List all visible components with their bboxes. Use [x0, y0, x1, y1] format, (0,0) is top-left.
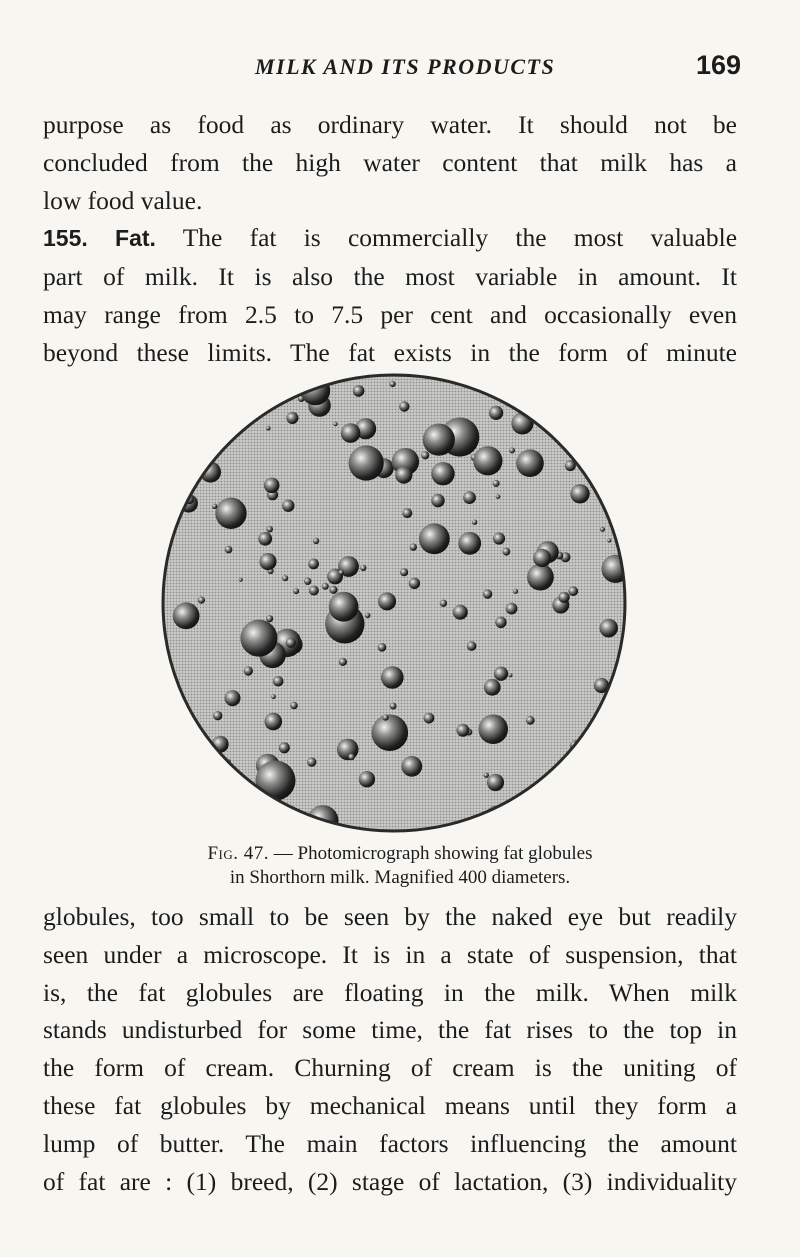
fat-globule: [185, 793, 197, 805]
fat-globule: [533, 549, 551, 567]
fat-globule: [549, 780, 558, 789]
text-line: these fat globules by mechanical means until they form a: [43, 1090, 737, 1120]
fat-globule: [511, 412, 533, 434]
text-line: purpose as food as ordinary water. It should not be: [43, 110, 737, 139]
paragraph-water: [43, 106, 737, 372]
fat-globule: [495, 617, 506, 628]
fat-globule: [600, 527, 605, 532]
fat-globule: [349, 445, 384, 480]
fat-globule: [494, 667, 508, 681]
fat-globule: [390, 381, 396, 387]
fat-globule: [329, 592, 359, 622]
fat-globule: [483, 589, 492, 598]
section-title: Fat.: [115, 225, 156, 252]
fat-globule: [290, 702, 298, 710]
fat-globule: [596, 727, 600, 731]
text-line: beyond these limits. The fat exists in the form of minute: [43, 337, 737, 367]
fat-globule: [527, 564, 554, 591]
text-line: is, the fat globules are floating in the milk. When milk: [43, 977, 737, 1007]
fat-globule: [300, 376, 330, 406]
fat-globule: [423, 424, 455, 456]
fat-globule: [390, 703, 397, 710]
fat-globule: [409, 578, 420, 589]
fat-globule: [322, 583, 329, 590]
text-line: the form of cream. Churning of cream is the uniting of: [43, 1053, 737, 1083]
fat-globule: [259, 553, 276, 570]
fat-globule: [487, 774, 504, 791]
fat-globule: [173, 602, 200, 629]
fat-globule: [185, 812, 196, 823]
fat-globule: [568, 586, 578, 596]
fat-globule: [339, 570, 344, 575]
fat-globule: [402, 508, 412, 518]
text-line: seen under a microscope. It is in a state of suspension, that: [43, 939, 737, 969]
fat-globule: [353, 385, 365, 397]
fat-globule: [509, 447, 515, 453]
fat-globule: [365, 613, 371, 619]
fat-globule: [570, 484, 589, 503]
fat-globule: [590, 407, 598, 415]
fat-globule: [165, 803, 195, 833]
running-head: MILK AND ITS PRODUCTS: [255, 54, 556, 79]
fat-globule: [341, 423, 361, 443]
fat-globule: [282, 575, 288, 581]
fat-globule: [526, 716, 535, 725]
fat-globule: [258, 532, 272, 546]
fat-globule: [440, 600, 447, 607]
fat-globule: [419, 523, 450, 554]
fat-globule: [239, 578, 243, 582]
fat-globule: [372, 714, 409, 751]
fat-globule: [502, 548, 510, 556]
fat-globule: [431, 494, 444, 507]
fat-globule: [213, 711, 222, 720]
fat-globule: [456, 724, 469, 737]
fat-globule: [513, 589, 518, 594]
fat-globule: [484, 773, 489, 778]
fat-globule: [329, 586, 337, 594]
fat-globule: [463, 491, 476, 504]
fat-globule: [264, 478, 280, 494]
fat-globule: [458, 532, 481, 555]
fat-globule: [594, 413, 602, 421]
fat-globule: [212, 504, 217, 509]
fat-globule: [383, 715, 389, 721]
text-line: may range from 2.5 to 7.5 per cent and occasionally even: [43, 299, 737, 329]
fat-globule: [410, 543, 417, 550]
fat-globule: [293, 588, 299, 594]
fat-globule: [598, 788, 603, 793]
fat-globule: [421, 451, 429, 459]
fat-globule: [400, 568, 408, 576]
fat-globule: [266, 426, 271, 431]
page-number: 169: [696, 50, 742, 80]
fat-globule: [573, 433, 580, 440]
fat-globule: [467, 641, 477, 651]
fat-globule: [401, 756, 422, 777]
fat-globule: [286, 412, 298, 424]
caption-line: [0, 842, 800, 866]
fat-globule: [309, 586, 319, 596]
text-line: low food value.: [43, 185, 203, 215]
fat-globule: [484, 679, 501, 696]
fat-globule: [308, 559, 319, 570]
fat-globule: [473, 446, 502, 475]
text-line: stands undisturbed for some time, the fat rises to the top in: [43, 1015, 737, 1045]
fat-globule: [225, 690, 241, 706]
fat-globule: [244, 666, 253, 675]
fat-globule: [516, 449, 544, 477]
fat-globule: [360, 565, 366, 571]
fat-globule: [265, 713, 283, 731]
fat-globule: [286, 638, 296, 648]
fat-globule: [266, 526, 273, 533]
fat-globule: [255, 380, 264, 389]
fat-globule: [201, 753, 212, 764]
fat-globule: [198, 597, 205, 604]
fat-globule: [506, 603, 518, 615]
fat-globule: [472, 520, 477, 525]
fat-globule: [282, 500, 294, 512]
fat-globule: [609, 707, 614, 712]
fat-globule: [424, 713, 435, 724]
fat-globule: [304, 578, 311, 585]
fat-globule: [266, 615, 273, 622]
fat-globule: [237, 379, 245, 387]
fat-globule: [215, 498, 246, 529]
fat-globule: [378, 643, 387, 652]
fat-globule: [496, 494, 501, 499]
figure-caption: [0, 842, 800, 890]
fat-globule: [608, 460, 613, 465]
fat-globule: [534, 377, 546, 389]
fat-globule: [279, 742, 290, 753]
fat-globule: [395, 467, 412, 484]
figure-label: Fig. 47.: [207, 843, 270, 864]
fat-globule: [333, 422, 337, 426]
text-line: part of milk. It is also the most variable in amount. It: [43, 262, 737, 292]
fat-globule: [489, 406, 503, 420]
fat-globule: [188, 730, 196, 738]
fat-globule: [541, 798, 557, 814]
fat-globule: [235, 400, 245, 410]
fat-globule: [378, 592, 396, 610]
text-line: The fat is commercially the most valuable: [182, 223, 738, 253]
text-line: concluded from the high water content that milk has a: [43, 147, 737, 177]
fat-globule: [565, 780, 569, 784]
fat-globule: [607, 538, 611, 542]
text-line: of fat are : (1) breed, (2) stage of lactation, (3) individuality: [43, 1166, 737, 1196]
fat-globule: [583, 459, 587, 463]
fat-globule: [271, 694, 276, 699]
fat-globule: [590, 425, 613, 448]
fat-globule: [271, 817, 283, 829]
fat-globule: [167, 775, 188, 796]
fat-globule: [399, 401, 409, 411]
fat-globule: [273, 676, 284, 687]
fat-globule: [339, 658, 347, 666]
fat-globule: [478, 714, 508, 744]
section-number: 155.: [43, 225, 88, 252]
fat-globule: [348, 754, 355, 761]
caption-line: in Shorthorn milk. Magnified 400 diameters.: [229, 867, 571, 888]
fat-globule: [225, 546, 233, 554]
fat-globule: [219, 408, 231, 420]
caption-text: — Photomicrograph showing fat globules: [273, 843, 593, 864]
fat-globule: [313, 538, 319, 544]
fat-globule: [189, 777, 228, 816]
fat-globule: [493, 532, 505, 544]
paragraph-globules: [43, 898, 737, 1200]
fat-globule: [189, 804, 227, 834]
fat-globule: [599, 619, 618, 638]
fat-globule: [582, 807, 591, 816]
fat-globule: [453, 605, 468, 620]
fat-globule: [559, 592, 570, 603]
text-line: globules, too small to be seen by the naked eye but readily: [43, 902, 737, 931]
page-header: [0, 50, 800, 90]
fat-globule: [493, 480, 500, 487]
fat-globule: [194, 817, 200, 823]
fat-globule: [381, 666, 404, 689]
fat-globule: [359, 771, 375, 787]
fat-globule: [213, 441, 217, 445]
section-first-line: [43, 219, 737, 258]
fat-globule: [240, 620, 277, 657]
fat-globule: [431, 462, 454, 485]
fat-globule: [585, 378, 606, 399]
fat-globule: [508, 673, 512, 677]
fat-globule: [256, 761, 296, 801]
fat-globule: [337, 739, 359, 761]
photomicrograph-figure: [160, 372, 628, 834]
text-line: lump of butter. The main factors influencing the amount: [43, 1128, 737, 1158]
fat-globule: [307, 757, 316, 766]
